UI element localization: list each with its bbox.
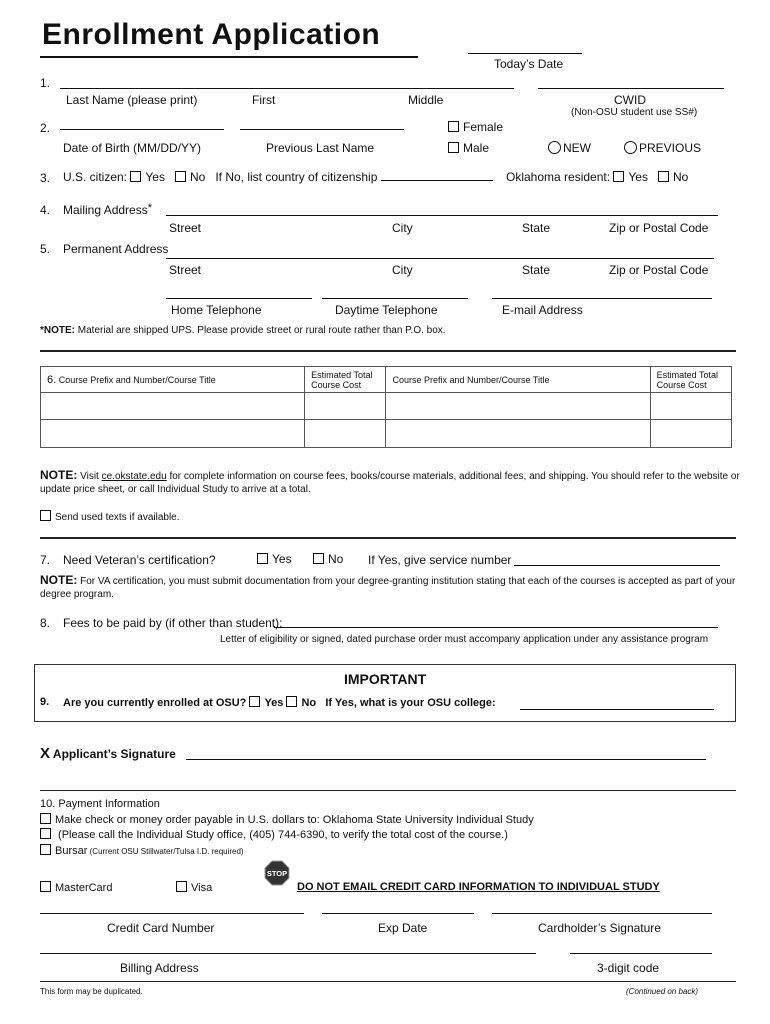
todays-date-label: Today’s Date [494,57,564,71]
row5-number: 5. [40,242,51,256]
last-name-label: Last Name (please print) [66,93,198,107]
osu-no-checkbox[interactable] [286,696,297,707]
billing-address-label: Billing Address [120,961,199,975]
cvv-label: 3-digit code [597,961,660,975]
ok-no-checkbox[interactable] [658,171,669,182]
cwid-label: CWID [614,93,646,107]
course-col1-header: 6. Course Prefix and Number/Course Title [41,367,305,393]
dob-field[interactable] [60,129,224,130]
citizen-yes-label: Yes [145,170,165,184]
cwid-field[interactable] [538,88,724,89]
permanent-address-label: Permanent Address [63,242,169,256]
row4-number: 4. [40,203,51,217]
website-link[interactable]: ce.okstate.edu [101,471,167,482]
no-email-warning: DO NOT EMAIL CREDIT CARD INFORMATION TO INDIVIDUAL STUDY [297,881,660,893]
applicant-signature-label: X Applicant’s Signature [40,745,176,762]
middle-name-label: Middle [408,93,444,107]
section-divider-3 [40,790,736,791]
new-radio[interactable] [548,141,561,154]
todays-date-field[interactable] [468,53,582,54]
important-title: IMPORTANT [344,671,427,687]
cost-cell[interactable] [650,420,731,448]
mailing-state-label: State [522,221,551,235]
asterisk: * [147,202,152,214]
course-cell[interactable] [386,420,650,448]
citizen-row [63,170,377,184]
country-field[interactable] [381,180,493,181]
country-label: If No, list country of citizenship [215,170,378,184]
service-number-label: If Yes, give service number [368,553,512,567]
mailing-street-label: Street [169,221,202,235]
home-telephone-label: Home Telephone [171,303,262,317]
mailing-zip-label: Zip or Postal Code [609,221,709,235]
section-divider-2 [40,537,736,539]
veteran-no-checkbox[interactable] [313,553,324,564]
send-texts-option[interactable] [40,510,180,523]
permanent-city-label: City [392,263,413,277]
course-col3-header: Course Prefix and Number/Course Title [386,367,650,393]
osu-college-label: If Yes, what is your OSU college: [325,697,496,709]
credit-card-number-field[interactable] [40,913,304,914]
call-checkbox[interactable] [40,828,51,839]
row7-number: 7. [40,553,51,567]
check-checkbox[interactable] [40,813,51,824]
bursar-option[interactable]: Bursar (Current OSU Stillwater/Tulsa I.D. required) [40,844,244,857]
female-option[interactable] [448,120,503,134]
cost-col4-header: Estimated Total Course Cost [650,367,731,393]
ok-no-label: No [673,170,689,184]
previous-option[interactable] [624,141,701,155]
veteran-label: Need Veteran’s certification? [63,553,216,567]
citizen-label: U.S. citizen: [63,170,128,184]
mastercard-option[interactable]: MasterCard [40,881,112,894]
form-title: Enrollment Application [42,18,381,51]
citizen-no-label: No [189,170,206,184]
osu-enrollment-row: Are you currently enrolled at OSU? Yes No If Yes, what is your OSU college: [63,697,496,709]
ok-yes-label: Yes [628,170,648,184]
duplicate-note: This form may be duplicated. [40,987,143,996]
continued-note: (Continued on back) [626,987,699,996]
permanent-zip-label: Zip or Postal Code [609,263,709,277]
send-texts-checkbox[interactable] [40,510,51,521]
male-option[interactable] [448,141,489,155]
applicant-signature-field[interactable] [186,759,706,760]
row3-number: 3. [40,171,51,185]
dob-label: Date of Birth (MM/DD/YY) [63,141,202,155]
osu-college-field[interactable] [520,709,714,710]
va-note: NOTE: For VA certification, you must submit documentation from your degree-granting institution stating that each of the courses is accepted as part of your degree program. [40,573,736,600]
payment-title: 10. Payment Information [40,798,160,810]
female-label: Female [463,120,504,134]
mailing-address-field[interactable] [166,215,718,216]
title-underline [40,56,418,58]
visa-checkbox[interactable] [176,881,187,892]
mastercard-checkbox[interactable] [40,881,51,892]
ok-resident-row [506,170,688,184]
shipping-note: *NOTE: Material are shipped UPS. Please provide street or rural route rather than P.O. box. [40,325,446,336]
citizen-no-checkbox[interactable] [175,171,186,182]
home-telephone-field[interactable] [166,298,312,299]
course-table [40,366,732,448]
row2-number: 2. [40,121,51,135]
veteran-yes-option[interactable]: Yes [257,552,292,566]
cwid-note: (Non-OSU student use SS#) [571,107,698,118]
cost-cell[interactable] [305,420,386,448]
cost-cell[interactable] [305,393,386,420]
footer-divider [40,981,736,982]
citizen-yes-checkbox[interactable] [130,171,141,182]
row9-number: 9. [40,696,50,708]
call-option[interactable]: (Please call the Individual Study office, (405) 744-6390, to verify the total cost of the course.) [40,828,508,841]
cost-cell[interactable] [650,393,731,420]
cvv-field[interactable] [570,953,712,954]
veteran-no-option[interactable]: No [313,552,343,566]
visa-option[interactable]: Visa [176,881,212,894]
row8-number: 8. [40,616,51,630]
course-cell[interactable] [41,393,305,420]
male-checkbox[interactable] [448,142,459,153]
cardholder-signature-label: Cardholder’s Signature [538,921,661,935]
first-name-label: First [252,93,276,107]
previous-last-name-label: Previous Last Name [266,141,375,155]
permanent-state-label: State [522,263,551,277]
daytime-telephone-field[interactable] [322,298,468,299]
check-option[interactable]: Make check or money order payable in U.S. dollars to: Oklahoma State University Individual Study [40,813,534,826]
cardholder-signature-field[interactable] [492,913,712,914]
mailing-city-label: City [392,221,413,235]
exp-date-field[interactable] [322,913,474,914]
row1-number: 1. [40,76,51,90]
male-label: Male [463,141,490,155]
osu-enrollment-question: Are you currently enrolled at OSU? [63,697,247,709]
previous-last-name-field[interactable] [240,129,404,130]
mailing-address-label: Mailing Address* [63,202,152,217]
exp-date-label: Exp Date [378,921,428,935]
svg-text:STOP: STOP [266,869,288,878]
daytime-telephone-label: Daytime Telephone [335,303,438,317]
veteran-yes-checkbox[interactable] [257,553,268,564]
service-number-field[interactable] [514,565,720,566]
osu-yes-checkbox[interactable] [249,696,260,707]
female-checkbox[interactable] [448,121,459,132]
permanent-address-field[interactable] [166,258,714,259]
course-info-note: NOTE: Visit ce.okstate.edu for complete information on course fees, books/course materials, additional fees, and shipping. You should refer to the website or update price sheet, or call Individual Study to arrive at a total. [40,468,740,495]
new-option[interactable] [548,141,591,155]
email-label: E-mail Address [502,303,583,317]
credit-card-number-label: Credit Card Number [107,921,215,935]
new-label: NEW [563,141,591,155]
email-field[interactable] [492,298,712,299]
fees-label: Fees to be paid by (if other than student): [63,616,283,630]
course-cell[interactable] [41,420,305,448]
previous-label: PREVIOUS [639,141,702,155]
previous-radio[interactable] [624,141,637,154]
bursar-checkbox[interactable] [40,844,51,855]
send-texts-label: Send used texts if available. [55,512,180,523]
name-field[interactable] [60,88,514,89]
section-divider-1 [40,350,736,352]
fees-field[interactable] [274,627,718,628]
permanent-street-label: Street [169,263,202,277]
eligibility-note: Letter of eligibility or signed, dated purchase order must accompany application under any assistance program [220,634,709,645]
billing-address-field[interactable] [40,953,536,954]
course-cell[interactable] [386,393,650,420]
ok-resident-label: Oklahoma resident: [506,170,611,184]
ok-yes-checkbox[interactable] [613,171,624,182]
stop-sign-icon [264,860,290,886]
cost-col2-header: Estimated Total Course Cost [305,367,386,393]
